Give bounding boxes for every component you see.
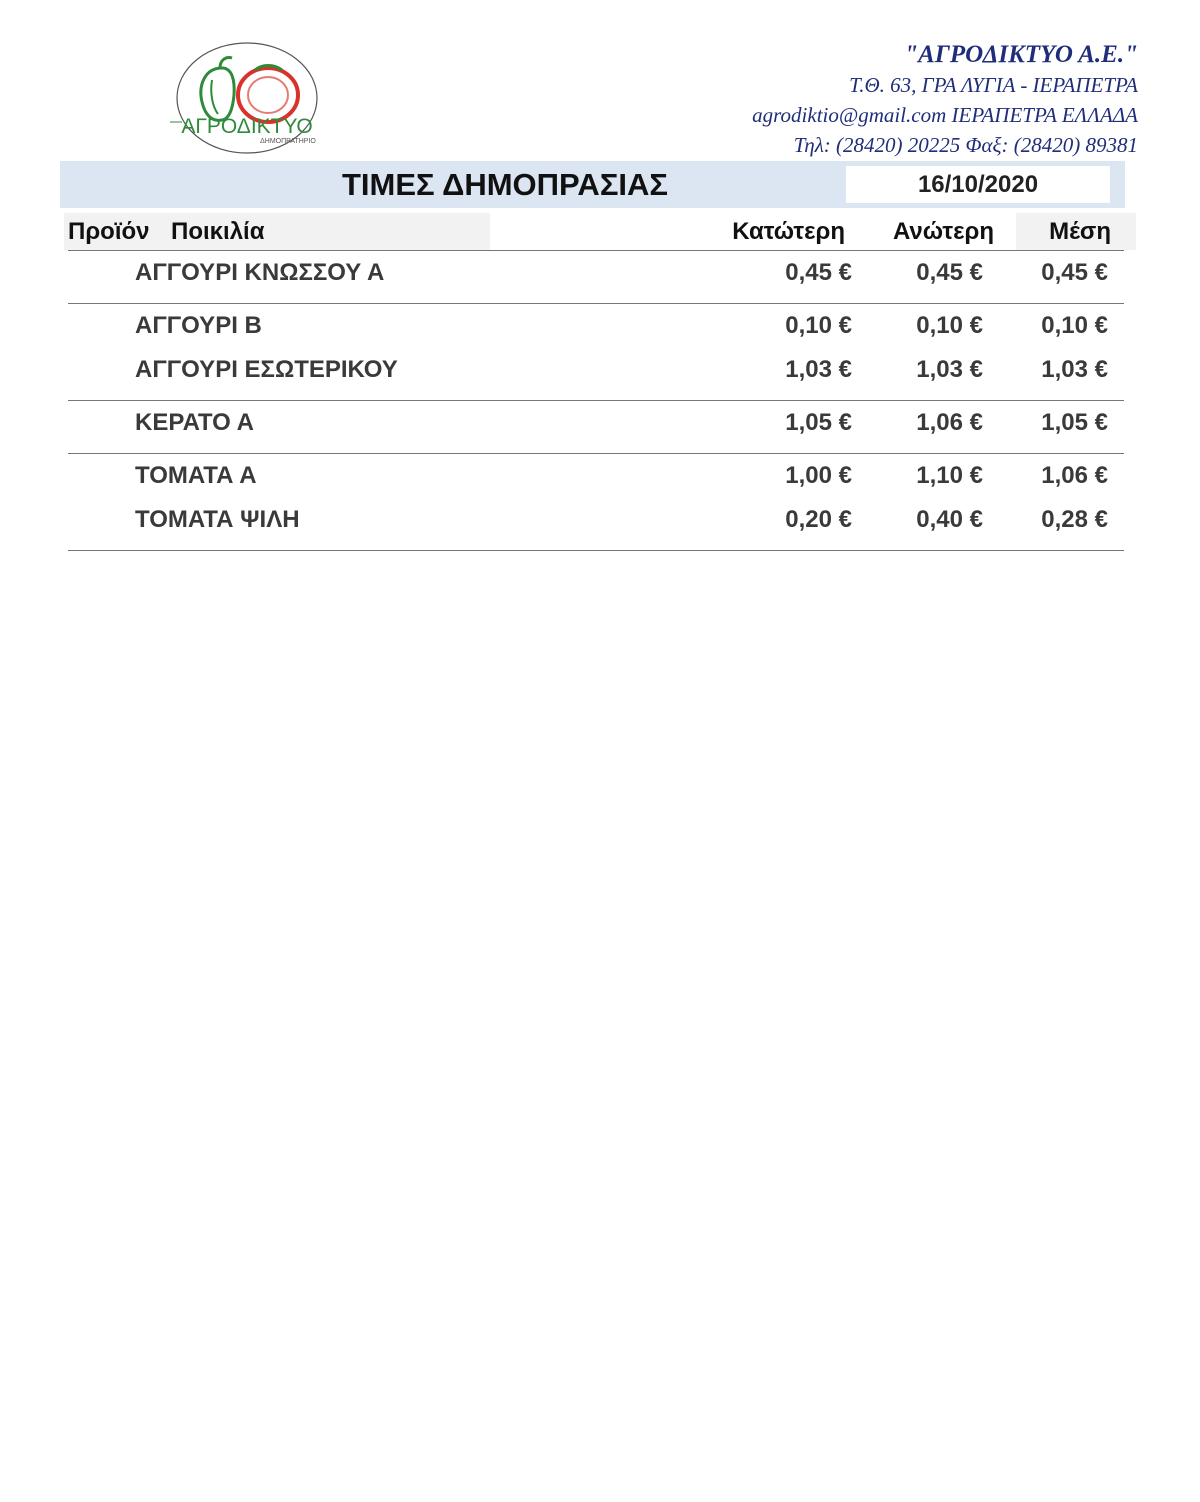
row-avg-price: 1,03 € (1041, 356, 1108, 383)
column-header-high: Ανώτερη (892, 218, 994, 245)
company-info (752, 40, 1138, 160)
table-row (0, 306, 1200, 346)
company-logo (160, 40, 335, 158)
auction-date: 16/10/2020 (846, 166, 1110, 203)
row-high-price: 1,10 € (916, 462, 983, 489)
row-label: ΑΓΓΟΥΡΙ ΕΣΩΤΕΡΙΚΟΥ (135, 356, 398, 383)
column-header-variety: Ποικιλία (171, 218, 265, 245)
row-avg-price: 0,10 € (1041, 312, 1108, 339)
row-low-price: 0,20 € (785, 506, 852, 533)
table-row (0, 456, 1200, 496)
table-row (0, 500, 1200, 540)
logo-graphic (160, 40, 335, 158)
company-address: Τ.Θ. 63, ΓΡΑ ΛΥΓΙΑ - ΙΕΡΑΠΕΤΡΑ (849, 73, 1138, 97)
company-email: agrodiktio@gmail.com ΙΕΡΑΠΕΤΡΑ ΕΛΛΑΔΑ (752, 103, 1138, 127)
group-divider (68, 453, 1124, 454)
row-label: ΤΟΜΑΤΑ ΨΙΛΗ (135, 506, 300, 533)
row-high-price: 0,45 € (916, 259, 983, 286)
group-divider (68, 400, 1124, 401)
row-low-price: 0,10 € (785, 312, 852, 339)
row-low-price: 0,45 € (785, 259, 852, 286)
row-low-price: 1,05 € (785, 409, 852, 436)
column-header-product: Προϊόν (68, 218, 150, 245)
column-header-low: Κατώτερη (732, 218, 845, 245)
row-avg-price: 0,28 € (1041, 506, 1108, 533)
table-row (0, 350, 1200, 390)
table-bottom-divider (68, 550, 1124, 551)
row-label: ΤΟΜΑΤΑ Α (135, 462, 257, 489)
header-divider (68, 250, 1124, 251)
row-high-price: 0,40 € (916, 506, 983, 533)
row-label: ΑΓΓΟΥΡΙ Β (135, 312, 262, 339)
row-low-price: 1,00 € (785, 462, 852, 489)
row-label: ΑΓΓΟΥΡΙ ΚΝΩΣΣΟΥ Α (135, 259, 385, 286)
row-high-price: 1,03 € (916, 356, 983, 383)
logo-text: ΑΓΡΟΔΙΚΤΥΟ (181, 115, 313, 138)
row-avg-price: 1,05 € (1041, 409, 1108, 436)
page-title-text: ΤΙΜΕΣ ΔΗΜΟΠΡΑΣΙΑΣ (341, 167, 669, 202)
row-avg-price: 1,06 € (1041, 462, 1108, 489)
group-divider (68, 303, 1124, 304)
row-low-price: 1,03 € (785, 356, 852, 383)
row-high-price: 0,10 € (916, 312, 983, 339)
column-header-avg: Μέση (1049, 218, 1111, 245)
company-phone: Τηλ: (28420) 20225 Φαξ: (28420) 89381 (793, 133, 1138, 157)
table-row (0, 253, 1200, 293)
row-high-price: 1,06 € (916, 409, 983, 436)
row-avg-price: 0,45 € (1041, 259, 1108, 286)
table-row (0, 403, 1200, 443)
company-name: "ΑΓΡΟΔΙΚΤΥΟ Α.Ε." (904, 41, 1138, 68)
logo-subtext: ΔΗΜΟΠΡΑΤΗΡΙΟ (260, 138, 316, 145)
row-label: ΚΕΡΑΤΟ Α (135, 409, 254, 436)
